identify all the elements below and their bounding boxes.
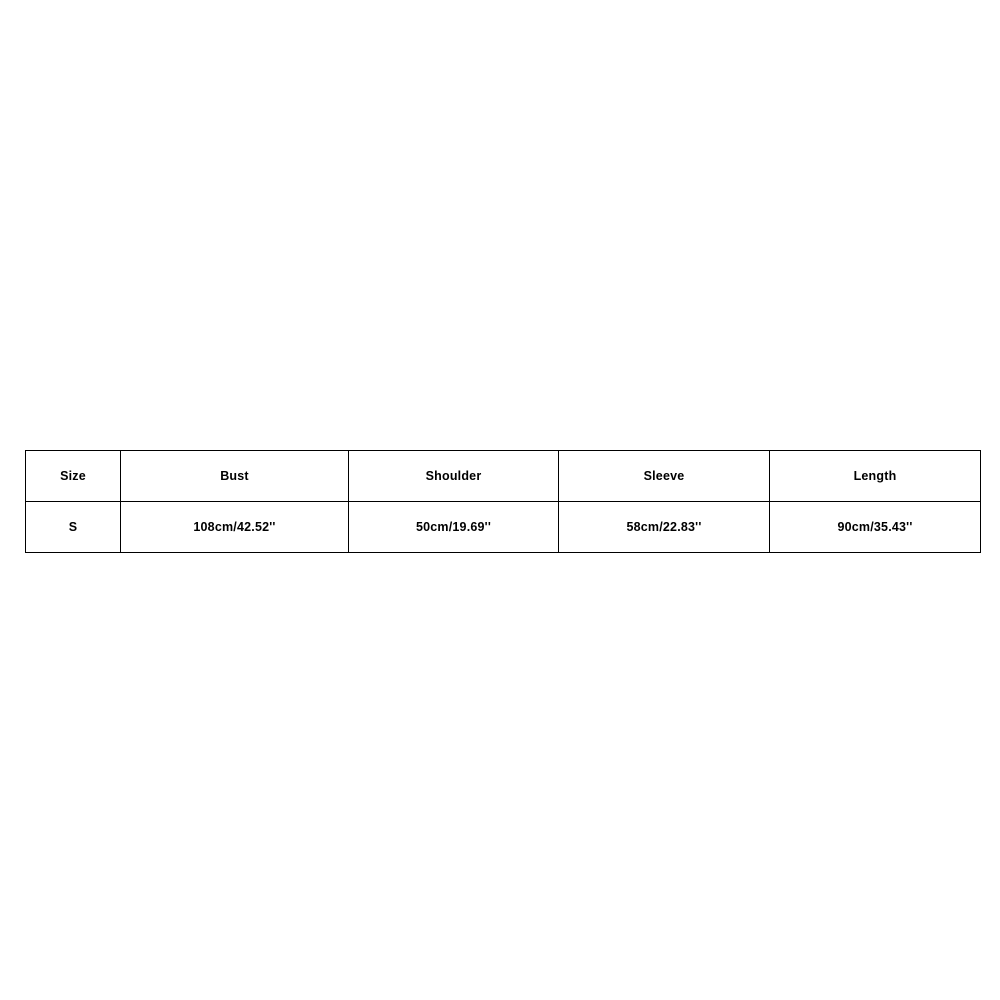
table-header-row <box>26 451 981 502</box>
cell-length: 90cm/35.43'' <box>770 502 981 553</box>
size-chart-table <box>25 450 981 553</box>
column-header-sleeve: Sleeve <box>559 451 770 502</box>
cell-size: S <box>26 502 121 553</box>
column-header-length: Length <box>770 451 981 502</box>
table-row <box>26 502 981 553</box>
column-header-shoulder: Shoulder <box>349 451 559 502</box>
cell-sleeve: 58cm/22.83'' <box>559 502 770 553</box>
column-header-bust: Bust <box>121 451 349 502</box>
column-header-size: Size <box>26 451 121 502</box>
cell-shoulder: 50cm/19.69'' <box>349 502 559 553</box>
size-chart-header <box>26 451 981 502</box>
cell-bust: 108cm/42.52'' <box>121 502 349 553</box>
size-chart-body <box>26 502 981 553</box>
